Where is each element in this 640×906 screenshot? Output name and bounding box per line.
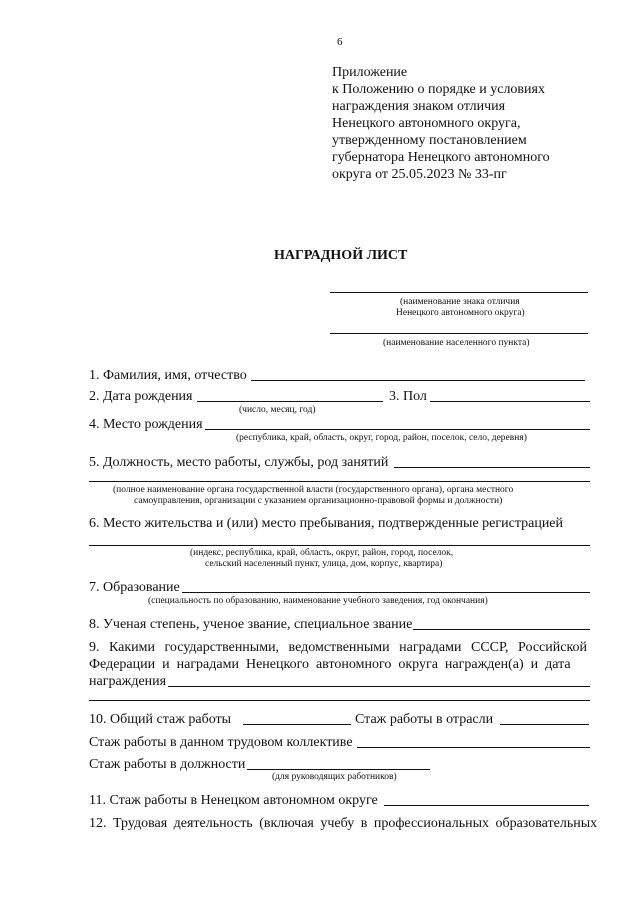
- degree-line[interactable]: [413, 629, 590, 630]
- total-experience-line[interactable]: [243, 724, 351, 725]
- birth-date-caption: (число, месяц, год): [239, 405, 316, 415]
- full-name-line[interactable]: [251, 380, 585, 381]
- birth-place-caption: (республика, край, область, округ, город, район, поселок, село, деревня): [236, 433, 527, 443]
- field-position-label: 5. Должность, место работы, службы, род занятий: [89, 455, 389, 470]
- field-degree-label: 8. Ученая степень, ученое звание, специальное звание: [89, 617, 413, 632]
- locality-caption: (наименование населенного пункта): [383, 338, 530, 348]
- locality-line: [330, 333, 588, 334]
- field-education-label: 7. Образование: [89, 580, 180, 595]
- appendix-block: [332, 64, 550, 183]
- field-work-history-label: 12. Трудовая деятельность (включая учебу в профессиональных образовательных: [89, 816, 598, 831]
- appendix-line: Приложение: [332, 65, 408, 80]
- awards-line[interactable]: [168, 686, 590, 687]
- birth-date-line[interactable]: [197, 401, 383, 402]
- position-caption: (полное наименование органа государственной власти (государственного органа), органа местного: [113, 485, 514, 495]
- field-position-experience-label: Стаж работы в должности: [89, 757, 246, 772]
- appendix-line: округа от 25.05.2023 № 33-пг: [332, 167, 507, 182]
- field-total-experience-label: 10. Общий стаж работы: [89, 712, 232, 727]
- industry-experience-line[interactable]: [500, 724, 589, 725]
- award-name-caption: Ненецкого автономного округа): [396, 308, 525, 318]
- field-residence-label: 6. Место жительства и (или) место пребывания, подтвержденные регистрацией: [89, 516, 564, 531]
- education-line[interactable]: [182, 592, 590, 593]
- page-number: 6: [337, 36, 343, 48]
- award-name-caption: (наименование знака отличия: [400, 297, 520, 307]
- position-caption: самоуправления, организации с указанием организационно-правовой формы и должности): [134, 496, 503, 506]
- birth-place-line[interactable]: [205, 429, 590, 430]
- field-collective-experience-label: Стаж работы в данном трудовом коллективе: [89, 735, 353, 750]
- residence-caption: сельский населенный пункт, улица, дом, корпус, квартира): [205, 559, 443, 569]
- residence-caption: (индекс, республика, край, область, округ, район, город, поселок,: [190, 548, 454, 558]
- position-line-2[interactable]: [89, 481, 590, 482]
- position-experience-line[interactable]: [247, 769, 430, 770]
- appendix-line: награждения знаком отличия: [332, 99, 506, 114]
- managers-caption: (для руководящих работников): [272, 772, 397, 782]
- field-birth-place-label: 4. Место рождения: [89, 417, 203, 432]
- education-caption: (специальность по образованию, наименование учебного заведения, год окончания): [148, 596, 488, 606]
- appendix-line: утвержденному постановлением: [332, 133, 527, 148]
- field-nao-experience-label: 11. Стаж работы в Ненецком автономном округе: [89, 793, 378, 808]
- award-name-line: [330, 292, 588, 293]
- appendix-line: Ненецкого автономного округа,: [332, 116, 521, 131]
- field-sex-label: 3. Пол: [389, 389, 427, 404]
- field-full-name-label: 1. Фамилия, имя, отчество: [89, 368, 247, 383]
- field-awards-label: награждения: [89, 674, 167, 689]
- collective-experience-line[interactable]: [357, 747, 590, 748]
- field-awards-label: 9. Какими государственными, ведомственными наградами СССР, Российской: [89, 640, 588, 655]
- nao-experience-line[interactable]: [384, 805, 589, 806]
- sex-line[interactable]: [430, 401, 590, 402]
- residence-line[interactable]: [89, 545, 590, 546]
- field-industry-experience-label: Стаж работы в отрасли: [355, 712, 494, 727]
- field-birth-date-label: 2. Дата рождения: [89, 389, 193, 404]
- field-awards-label: Федерации и наградами Ненецкого автономного округа награжден(а) и дата: [89, 657, 571, 672]
- appendix-line: губернатора Ненецкого автономного: [332, 150, 550, 165]
- appendix-line: к Положению о порядке и условиях: [332, 82, 545, 97]
- awards-line-2[interactable]: [89, 700, 590, 701]
- position-line[interactable]: [394, 467, 590, 468]
- document-title: НАГРАДНОЙ ЛИСТ: [274, 248, 408, 263]
